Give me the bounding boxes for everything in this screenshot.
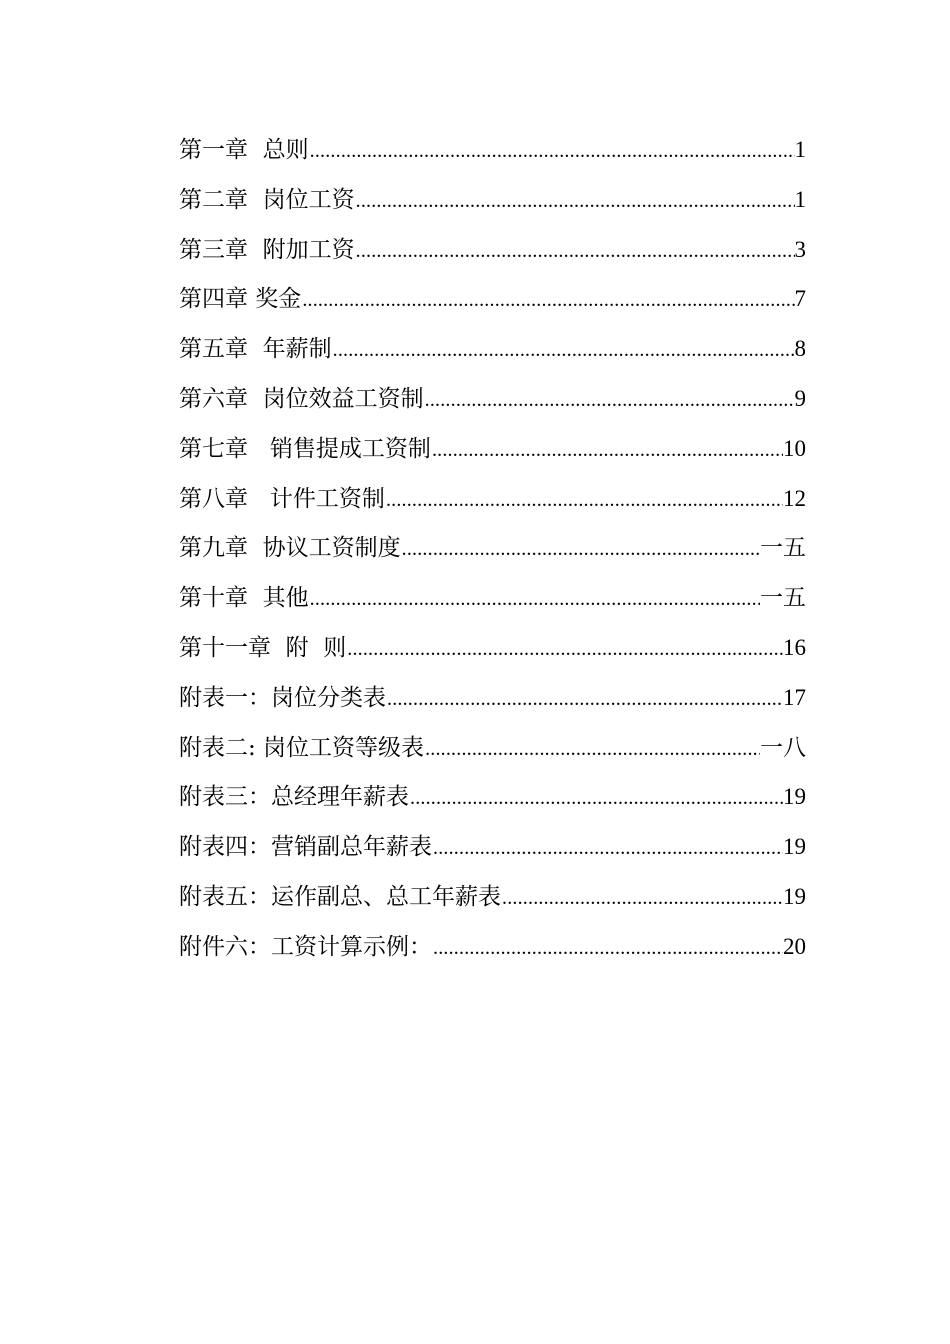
toc-entry-chapter-11[interactable] <box>179 626 806 676</box>
toc-page-number: 19 <box>783 784 806 810</box>
toc-entry-chapter-6[interactable] <box>179 377 806 427</box>
toc-entry-chapter-9[interactable] <box>179 526 806 576</box>
toc-dot-leader <box>425 727 760 771</box>
toc-entry-title: 第二章 岗位工资 <box>179 186 355 213</box>
toc-dot-leader <box>433 826 783 870</box>
toc-entry-chapter-10[interactable] <box>179 576 806 626</box>
toc-entry-title: 附表二: 岗位工资等级表 <box>179 734 425 761</box>
toc-dot-leader <box>302 278 794 322</box>
toc-entry-title: 附表三：总经理年薪表 <box>179 784 409 811</box>
toc-dot-leader <box>333 328 795 372</box>
toc-entry-title: 第八章 计件工资制 <box>179 485 385 512</box>
toc-dot-leader <box>410 776 783 820</box>
toc-dot-leader <box>310 129 795 173</box>
toc-page-number: 一八 <box>760 734 806 761</box>
toc-entry-title: 第四章 奖金 <box>179 286 302 313</box>
toc-entry-title: 第十章 其他 <box>179 585 309 612</box>
toc-page-number: 16 <box>783 634 806 660</box>
toc-entry-chapter-2[interactable] <box>179 178 806 228</box>
toc-dot-leader <box>356 179 795 223</box>
table-of-contents <box>179 128 806 975</box>
toc-entry-title: 第七章 销售提成工资制 <box>179 435 431 462</box>
toc-dot-leader <box>425 378 795 422</box>
toc-entry-appendix-1[interactable] <box>179 676 806 726</box>
toc-page-number: 19 <box>783 834 806 860</box>
toc-entry-chapter-3[interactable] <box>179 228 806 278</box>
toc-entry-attachment-6[interactable] <box>179 925 806 975</box>
toc-entry-title: 附表五：运作副总、总工年薪表 <box>179 883 501 910</box>
toc-entry-title: 第十一章 附 则 <box>179 634 347 661</box>
toc-page-number: 9 <box>794 385 806 411</box>
toc-page-number: 17 <box>783 684 806 710</box>
toc-page-number: 3 <box>794 236 806 262</box>
toc-entry-title: 第一章 总则 <box>179 137 309 163</box>
toc-dot-leader <box>356 229 795 273</box>
toc-dot-leader <box>386 478 783 522</box>
toc-entry-appendix-5[interactable] <box>179 875 806 925</box>
toc-dot-leader <box>387 677 783 721</box>
toc-entry-title: 附表四：营销副总年薪表 <box>179 834 432 861</box>
toc-entry-title: 附表一：岗位分类表 <box>179 684 386 711</box>
toc-entry-title: 第五章 年薪制 <box>179 336 332 363</box>
toc-page-number: 一五 <box>760 535 806 562</box>
toc-page-number: 一五 <box>760 585 806 612</box>
toc-page-number: 8 <box>794 336 806 362</box>
toc-page-number: 19 <box>783 883 806 909</box>
toc-entry-chapter-1[interactable] <box>179 128 806 178</box>
toc-dot-leader <box>432 428 783 472</box>
toc-dot-leader <box>347 627 783 671</box>
toc-entry-appendix-2[interactable] <box>179 726 806 776</box>
toc-page-number: 10 <box>783 435 806 461</box>
toc-dot-leader <box>502 876 783 920</box>
toc-dot-leader <box>402 527 760 571</box>
toc-page-number: 7 <box>794 286 806 312</box>
toc-entry-title: 第三章 附加工资 <box>179 236 355 263</box>
toc-page-number: 1 <box>794 186 806 212</box>
toc-page-number: 20 <box>783 933 806 959</box>
toc-page-number: 12 <box>783 485 806 511</box>
toc-entry-title: 第九章 协议工资制度 <box>179 535 401 562</box>
toc-entry-appendix-4[interactable] <box>179 825 806 875</box>
toc-page-number: 1 <box>794 137 806 162</box>
toc-entry-appendix-3[interactable] <box>179 775 806 825</box>
toc-entry-title: 附件六：工资计算示例： <box>179 933 432 960</box>
toc-entry-chapter-5[interactable] <box>179 327 806 377</box>
toc-entry-chapter-4[interactable] <box>179 277 806 327</box>
toc-entry-chapter-8[interactable] <box>179 477 806 527</box>
toc-entry-title: 第六章 岗位效益工资制 <box>179 385 424 412</box>
toc-dot-leader <box>310 577 760 621</box>
toc-dot-leader <box>433 926 783 970</box>
toc-entry-chapter-7[interactable] <box>179 427 806 477</box>
